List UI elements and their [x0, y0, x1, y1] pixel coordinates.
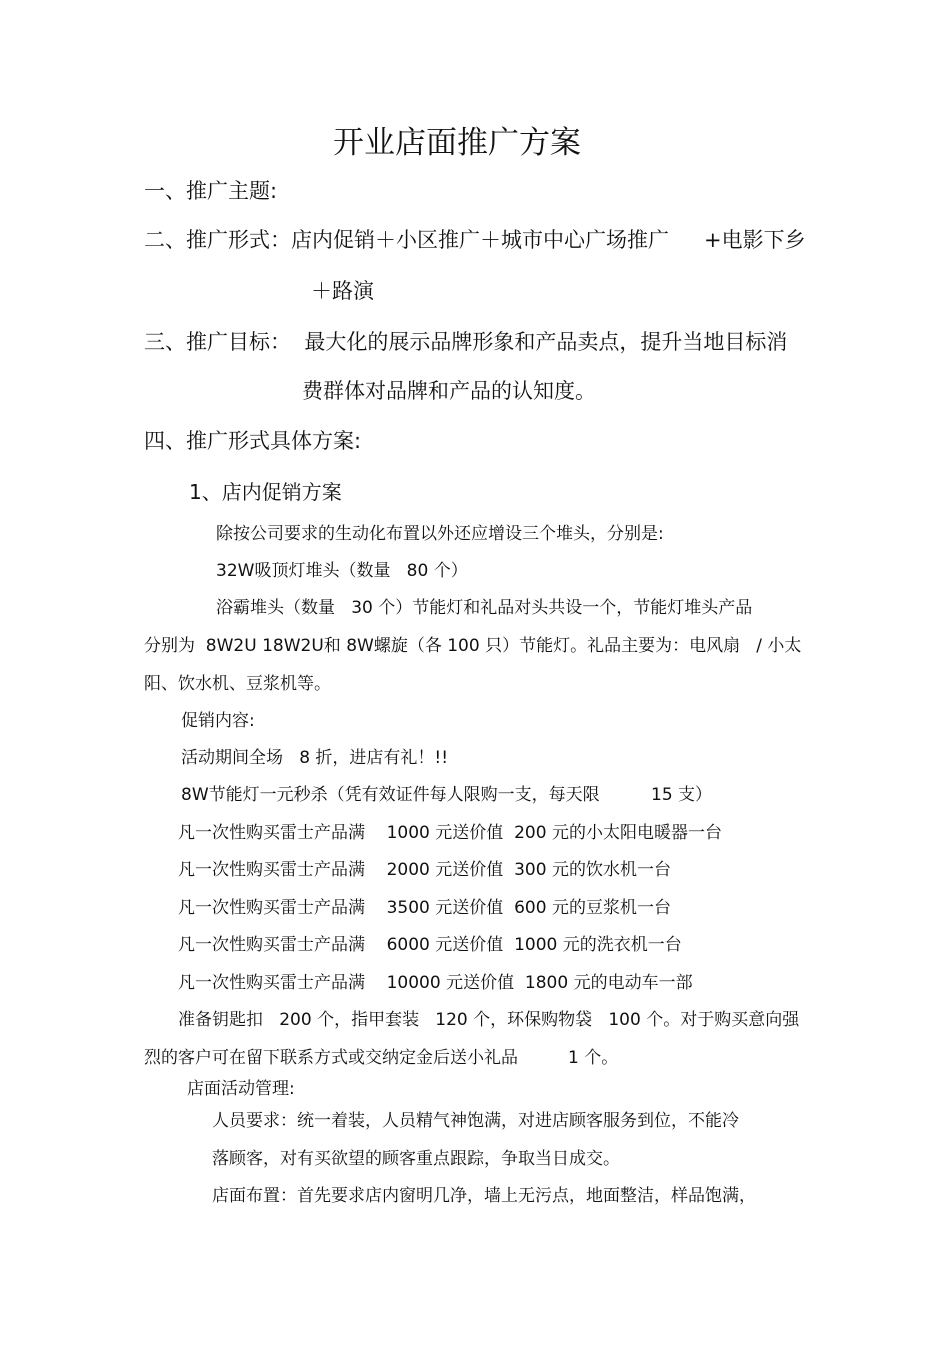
section-format-suffix: +电影下乡	[704, 228, 806, 252]
body-line-10: 凡一次性购买雷士产品满 2000 元送价值 300 元的饮水机一台	[178, 860, 671, 880]
body-line-16: 店面活动管理:	[187, 1079, 295, 1099]
body-line-3: 浴霸堆头（数量 30 个）节能灯和礼品对头共设一个，节能灯堆头产品	[216, 598, 753, 618]
body-line-6: 促销内容:	[181, 711, 255, 731]
body-line-14: 准备钥匙扣 200 个，指甲套装 120 个，环保购物袋 100 个。对于购买意向强	[178, 1010, 800, 1030]
body-line-8-suffix: 15 支）	[651, 785, 713, 805]
section-goal: 三、推广目标： 最大化的展示品牌形象和产品卖点，提升当地目标消	[144, 330, 788, 354]
section-plan: 四、推广形式具体方案:	[144, 429, 362, 453]
body-line-19: 店面布置：首先要求店内窗明几净，墙上无污点，地面整洁，样品饱满，	[212, 1186, 756, 1206]
body-line-15: 烈的客户可在留下联系方式或交纳定金后送小礼品	[144, 1048, 518, 1068]
section-theme: 一、推广主题:	[144, 179, 278, 203]
body-line-5: 阳、饮水机、豆浆机等。	[144, 674, 331, 694]
body-line-2: 32W吸顶灯堆头（数量 80 个）	[216, 561, 468, 581]
body-line-1: 除按公司要求的生动化布置以外还应增设三个堆头，分别是:	[216, 524, 664, 544]
body-line-15-suffix: 1 个。	[568, 1048, 619, 1068]
section-format: 二、推广形式：店内促销＋小区推广＋城市中心广场推广	[144, 228, 669, 252]
body-line-11: 凡一次性购买雷士产品满 3500 元送价值 600 元的豆浆机一台	[178, 898, 671, 918]
body-line-12: 凡一次性购买雷士产品满 6000 元送价值 1000 元的洗衣机一台	[178, 935, 682, 955]
body-line-17: 人员要求：统一着装，人员精气神饱满，对进店顾客服务到位，不能冷	[212, 1111, 739, 1131]
subsection-store-promotion: 1、店内促销方案	[189, 480, 342, 504]
body-line-13: 凡一次性购买雷士产品满 10000 元送价值 1800 元的电动车一部	[178, 973, 693, 993]
section-goal-continuation: 费群体对品牌和产品的认知度。	[302, 379, 596, 403]
body-line-4: 分别为 8W2U 18W2U和 8W螺旋（各 100 只）节能灯。礼品主要为：电风扇 / 小太	[144, 636, 802, 656]
document-title: 开业店面推广方案	[333, 125, 581, 161]
body-line-7: 活动期间全场 8 折，进店有礼！!!	[181, 748, 449, 768]
body-line-18: 落顾客，对有买欲望的顾客重点跟踪，争取当日成交。	[212, 1149, 620, 1169]
body-line-8: 8W节能灯一元秒杀（凭有效证件每人限购一支，每天限	[181, 785, 600, 805]
body-line-9: 凡一次性购买雷士产品满 1000 元送价值 200 元的小太阳电暖器一台	[178, 823, 722, 843]
section-format-continuation: ＋路演	[311, 279, 374, 303]
